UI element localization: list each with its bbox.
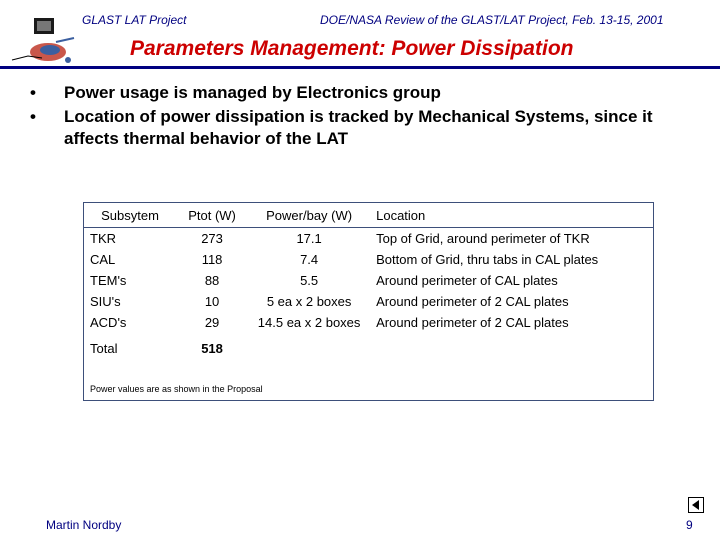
bullet-list (30, 82, 710, 152)
glast-logo-icon (8, 10, 84, 72)
col-header-location: Location (370, 203, 653, 228)
triangle-left-icon (689, 498, 703, 512)
bullet-item: • Location of power dissipation is tracked by Mechanical Systems, since it affects thermal behavior of the LAT (30, 107, 653, 148)
table-row: SIU's 10 5 ea x 2 boxes Around perimeter of 2 CAL plates (90, 294, 569, 309)
table-row: TKR 273 17.1 Top of Grid, around perimeter of TKR (90, 231, 590, 246)
power-table-box (83, 202, 654, 401)
table-row: ACD's 29 14.5 ea x 2 boxes Around perimeter of 2 CAL plates (90, 315, 569, 330)
slide-title: Parameters Management: Power Dissipation (130, 37, 574, 60)
power-table (84, 203, 653, 359)
table-row: TEM's 88 5.5 Around perimeter of CAL plates (90, 273, 558, 288)
bullet-item: • Power usage is managed by Electronics group (30, 83, 441, 102)
col-header-subsystem: Subsytem (84, 203, 176, 228)
header-review: DOE/NASA Review of the GLAST/LAT Project, Feb. 13-15, 2001 (320, 13, 664, 27)
header-project: GLAST LAT Project (82, 13, 187, 27)
back-nav-icon[interactable] (688, 497, 704, 513)
col-header-power-bay: Power/bay (W) (248, 203, 370, 228)
title-divider (0, 66, 720, 69)
table-total-row: Total 518 (90, 341, 223, 356)
col-header-ptot: Ptot (W) (176, 203, 248, 228)
table-note: Power values are as shown in the Proposal (90, 384, 263, 394)
table-row: CAL 118 7.4 Bottom of Grid, thru tabs in CAL plates (90, 252, 599, 267)
footer-author: Martin Nordby (46, 518, 122, 532)
page-number: 9 (686, 518, 693, 532)
